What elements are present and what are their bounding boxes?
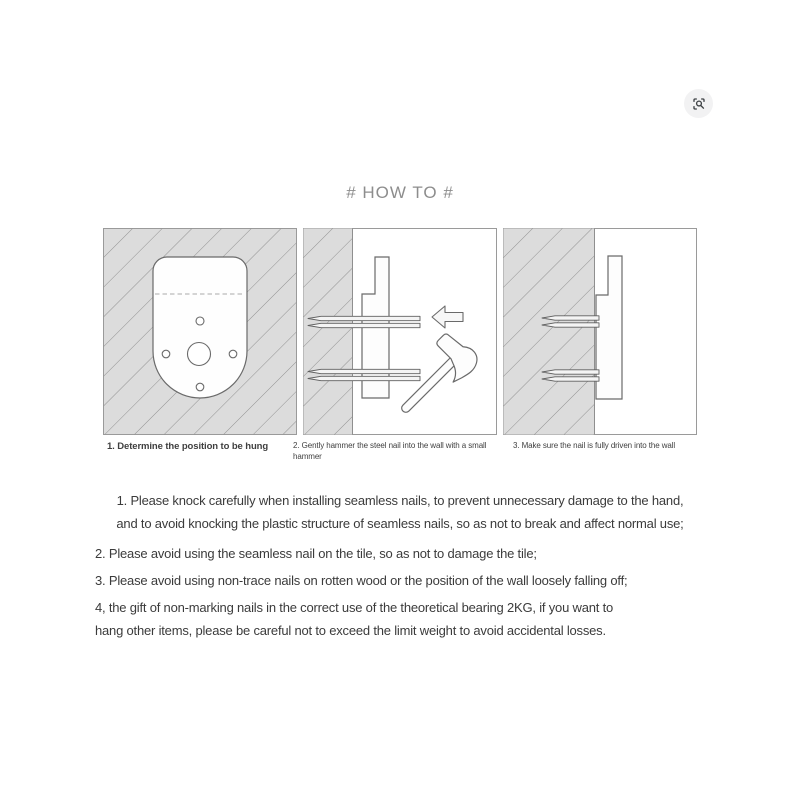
note-line: and to avoid knocking the plastic structure of seamless nails, so as not to break and affect normal use; [116, 516, 684, 531]
note-paragraph-4 [95, 596, 613, 642]
note-line: 3. Please avoid using non-trace nails on rotten wood or the position of the wall loosely falling off; [95, 573, 628, 588]
caption-line: hammer [293, 452, 322, 461]
note-line: 1. Please knock carefully when installing seamless nails, to prevent unnecessary damage to the hand, [116, 493, 684, 508]
hook-plate [153, 257, 247, 398]
step3-figure-nails-driven [503, 228, 697, 435]
image-search-icon [691, 96, 707, 112]
note-line: 4, the gift of non-marking nails in the correct use of the theoretical bearing 2KG, if you want to [95, 600, 614, 615]
step3-caption [513, 441, 675, 450]
image-search-button[interactable] [684, 89, 713, 118]
note-line: 2. Please avoid using the seamless nail on the tile, so as not to damage the tile; [95, 546, 537, 561]
note-paragraph-2 [95, 542, 537, 565]
note-paragraph-1 [0, 489, 800, 535]
step2-figure-hammering [303, 228, 497, 435]
step2-caption [293, 440, 486, 462]
step1-caption [107, 441, 268, 452]
step-illustrations-row [103, 228, 697, 435]
page-title: # HOW TO # [346, 183, 454, 202]
note-paragraph-3 [95, 569, 627, 592]
caption-line: 1. Determine the position to be hung [107, 441, 269, 452]
note-line: hang other items, please be careful not to exceed the limit weight to avoid accidental losses. [95, 623, 606, 638]
caption-line: 2. Gently hammer the steel nail into the wall with a small [293, 441, 487, 450]
step1-figure-wall-hook [103, 228, 297, 435]
caption-line: 3. Make sure the nail is fully driven into the wall [513, 441, 676, 450]
